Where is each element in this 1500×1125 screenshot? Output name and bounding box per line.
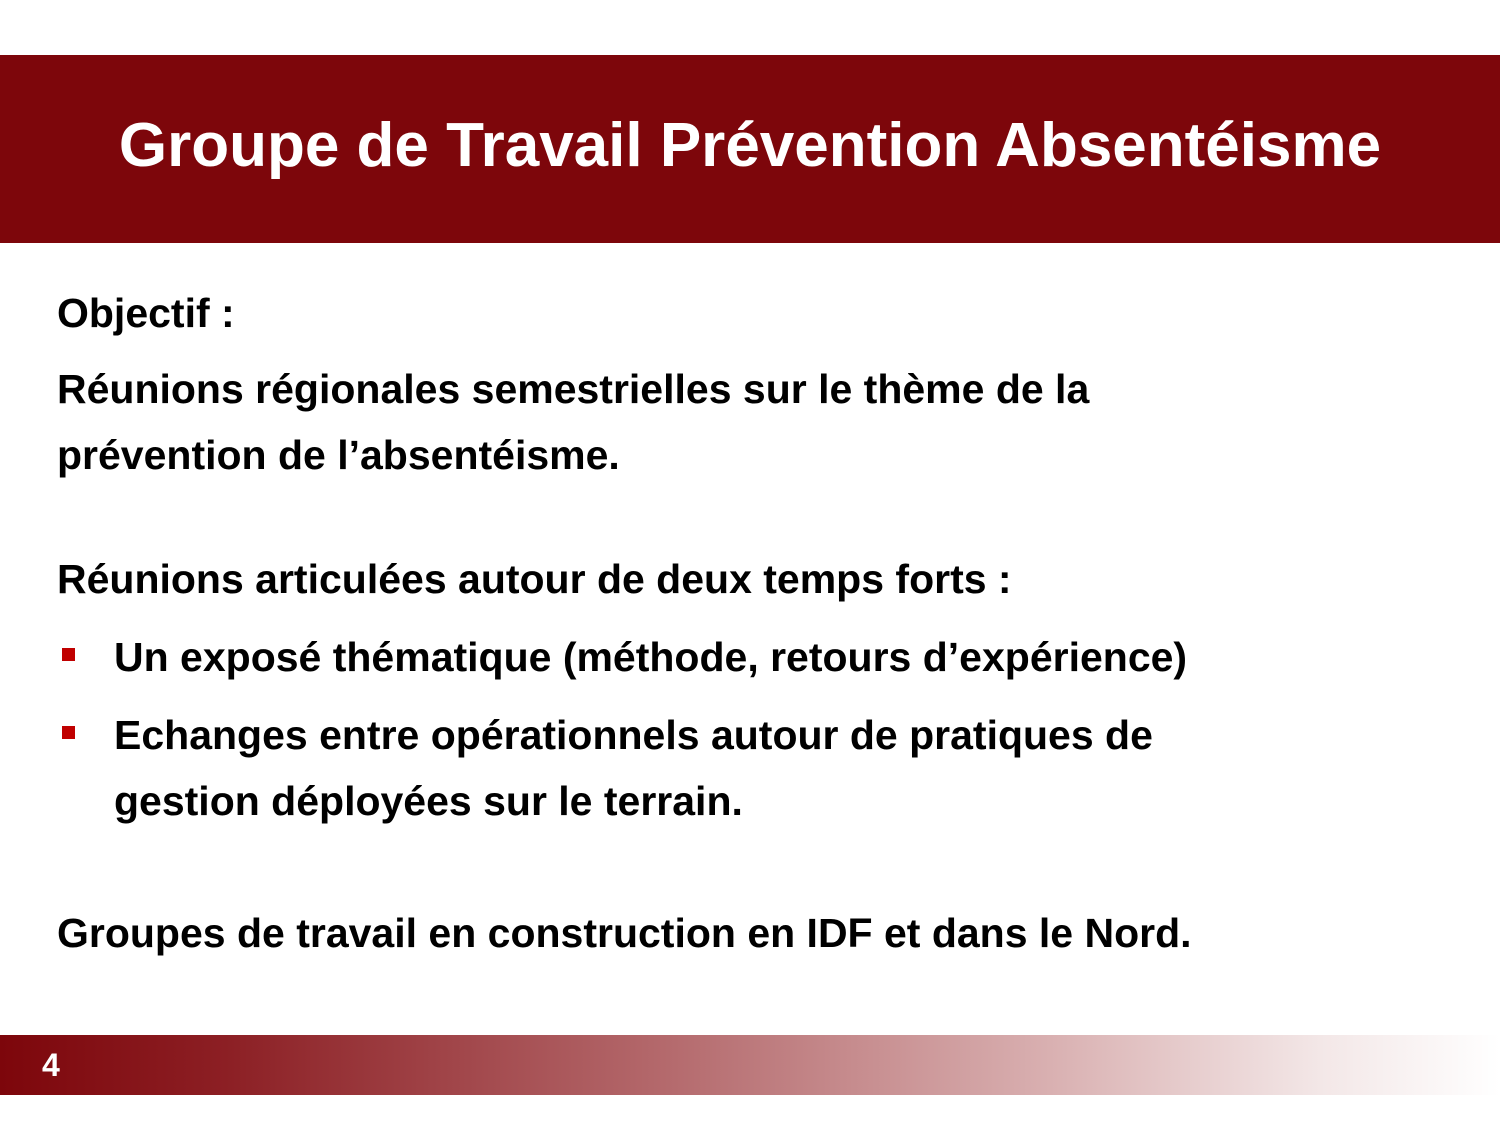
articulation-heading: Réunions articulées autour de deux temps forts : — [57, 556, 1012, 602]
title-band — [0, 55, 1500, 243]
bullet-item-2-line-2: gestion déployées sur le terrain. — [114, 778, 743, 824]
square-bullet-icon — [62, 648, 75, 661]
objective-line-1: Réunions régionales semestrielles sur le thème de la — [57, 366, 1090, 412]
footer-band — [0, 1035, 1500, 1095]
slide-title: Groupe de Travail Prévention Absentéisme — [118, 110, 1382, 180]
bullet-item-2 — [57, 702, 1457, 834]
objective-heading: Objectif : — [57, 290, 235, 336]
bullet-item-1-text: Un exposé thématique (méthode, retours d’expérience) — [114, 634, 1188, 680]
objective-line-2: prévention de l’absentéisme. — [57, 432, 620, 478]
bullet-item-2-line-1: Echanges entre opérationnels autour de pratiques de — [114, 712, 1153, 758]
square-bullet-icon — [62, 726, 75, 739]
bullet-item-1 — [57, 624, 1457, 690]
slide-content — [57, 280, 1457, 966]
page-number: 4 — [42, 1047, 60, 1083]
closing-statement: Groupes de travail en construction en IDF et dans le Nord. — [57, 910, 1192, 956]
